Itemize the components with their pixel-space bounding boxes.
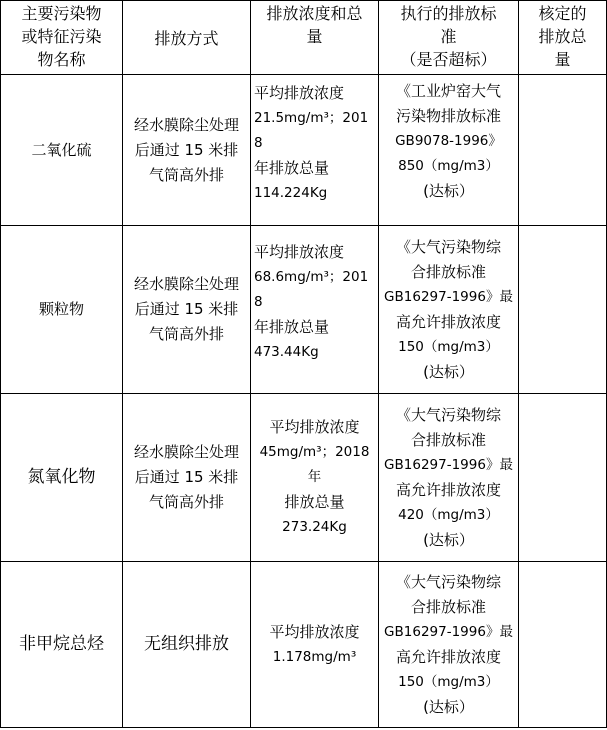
table-row bbox=[1, 394, 607, 562]
table-row bbox=[1, 75, 607, 226]
standard-cell: 《大气污染物综 合排放标准 GB16297-1996》最 高允许排放浓度 150（mg/m3） (达标） bbox=[379, 562, 519, 728]
method-cell: 无组织排放 bbox=[123, 562, 251, 728]
pollutant-cell: 二氧化硫 bbox=[1, 75, 123, 226]
header-standard: 执行的排放标 准 （是否超标） bbox=[379, 1, 519, 75]
header-approved: 核定的 排放总 量 bbox=[519, 1, 607, 75]
approved-cell bbox=[519, 394, 607, 562]
method-cell: 经水膜除尘处理 后通过 15 米排 气筒高外排 bbox=[123, 226, 251, 394]
approved-cell bbox=[519, 226, 607, 394]
pollutant-cell: 非甲烷总烃 bbox=[1, 562, 123, 728]
header-row bbox=[1, 1, 607, 75]
concentration-cell: 平均排放浓度 21.5mg/m³；2018 年排放总量 114.224Kg bbox=[251, 75, 379, 226]
header-pollutant: 主要污染物 或特征污染 物名称 bbox=[1, 1, 123, 75]
header-concentration: 排放浓度和总 量 bbox=[251, 1, 379, 75]
approved-cell bbox=[519, 75, 607, 226]
pollutant-cell: 氮氧化物 bbox=[1, 394, 123, 562]
approved-cell bbox=[519, 562, 607, 728]
standard-cell: 《大气污染物综 合排放标准 GB16297-1996》最 高允许排放浓度 420（mg/m3） (达标） bbox=[379, 394, 519, 562]
header-method: 排放方式 bbox=[123, 1, 251, 75]
concentration-cell: 平均排放浓度 68.6mg/m³；2018 年排放总量 473.44Kg bbox=[251, 226, 379, 394]
method-cell: 经水膜除尘处理 后通过 15 米排 气筒高外排 bbox=[123, 75, 251, 226]
concentration-cell: 平均排放浓度 1.178mg/m³ bbox=[251, 562, 379, 728]
table-row bbox=[1, 562, 607, 728]
standard-cell: 《大气污染物综 合排放标准 GB16297-1996》最 高允许排放浓度 150（mg/m3） (达标） bbox=[379, 226, 519, 394]
pollutant-cell: 颗粒物 bbox=[1, 226, 123, 394]
method-cell: 经水膜除尘处理 后通过 15 米排 气筒高外排 bbox=[123, 394, 251, 562]
concentration-cell: 平均排放浓度 45mg/m³；2018 年 排放总量 273.24Kg bbox=[251, 394, 379, 562]
table-row bbox=[1, 226, 607, 394]
standard-cell: 《工业炉窑大气 污染物排放标准 GB9078-1996》 850（mg/m3） (达标） bbox=[379, 75, 519, 226]
